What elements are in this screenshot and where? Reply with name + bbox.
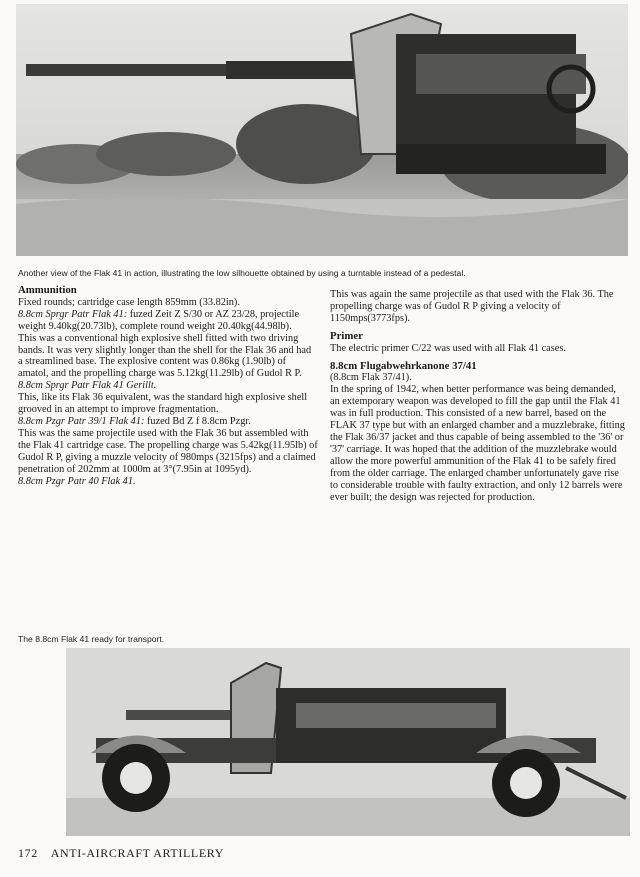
photo-flak41-transport — [66, 648, 630, 836]
running-title: ANTI-AIRCRAFT ARTILLERY — [50, 846, 224, 860]
heading-ammunition: Ammunition — [18, 284, 77, 296]
paragraph-pzgr-patr: 8.8cm Pzgr Patr 39/1 Flak 41: fuzed Bd Z f 8.8cm Pzgr. — [18, 415, 251, 427]
paragraph-ap-projectile: This was the same projectile used with the Flak 36 but assembled with the Flak 41 cartridge case. The propelling charge was 5.42kg(11.95lb) of Gudol R P, giving a muzzle velocity of 980mps (3215fps) and a claimed penetration of 202mm at 1000m at 3°(7.95in at 1095yd). — [18, 427, 318, 475]
photo-caption-top: Another view of the Flak 41 in action, illustrating the low silhouette obtained by using a turntable instead of a pedestal. — [18, 267, 466, 278]
paragraph-fixed-rounds: Fixed rounds; cartridge case length 859mm (33.82in). — [18, 296, 240, 308]
page-footer — [18, 846, 224, 861]
heading-primer: Primer — [330, 329, 363, 342]
text-column-left — [18, 285, 318, 487]
round-designation: 8.8cm Sprgr Patr Flak 41: — [18, 308, 128, 320]
paragraph-sprgr-patr: 8.8cm Sprgr Patr Flak 41: fuzed Zeit Z S/30 or AZ 23/28, projectile weight 9.40kg(20.73lb), complete round weight 20.40kg(44.98lb). — [18, 308, 300, 332]
paragraph-he-shell: This was a conventional high explosive shell fitted with two driving bands. It was very slightly longer than the shell for the Flak 36 and had a streamlined base. The explosive content was 0.86kg (1.90lb) of amatol, and the propelling charge was 5.12kg(11.29lb) of Gudol R P. — [18, 332, 312, 380]
round-designation-pzgr: 8.8cm Pzgr Patr 39/1 Flak 41: — [18, 415, 145, 427]
text-column-right — [330, 289, 628, 503]
paragraph-pzgr40-detail: This was again the same projectile as that used with the Flak 36. The propelling charge was of Gudol R P giving a velocity of 1150mps(3773fps). — [330, 289, 614, 324]
paragraph-grooved-shell: This, like its Flak 36 equivalent, was the standard high explosive shell grooved in an attempt to improve fragmentation. — [18, 392, 308, 416]
round-designation-gerillt: 8.8cm Sprgr Patr Flak 41 Gerillt. — [18, 380, 157, 392]
page-number: 172 — [18, 846, 38, 860]
heading-flak-37-41: 8.8cm Flugabwehrkanone 37/41 — [330, 359, 477, 372]
photo-flak41-in-action — [16, 4, 628, 256]
paragraph-flak-37-41: In the spring of 1942, when better performance was being demanded, an extemporary weapon was developed to fill the gap until the Flak 41 was in full production. This consisted of a new barrel, based on the FLAK 37 type but with an enlarged chamber and a muzzlebrake, fitting the Flak 36/37 jacket and thus capable of being assembled to the '36' or '37' carriage. It was hoped that the addition of the muzzlebrake would allow the more powerful ammunition of the Flak 41 to be safely fired from the older carriage. The enlarged chamber unfortunately gave rise to considerable trouble with faulty extraction, and only 12 barrels were ever built; the design was rejected for production. — [330, 384, 625, 503]
subheading-flak-37-41: (8.8cm Flak 37/41). — [330, 372, 412, 384]
photo-caption-bottom: The 8.8cm Flak 41 ready for transport. — [18, 633, 165, 644]
round-designation-pzgr40: 8.8cm Pzgr Patr 40 Flak 41. — [18, 475, 136, 487]
paragraph-primer: The electric primer C/22 was used with all Flak 41 cases. — [330, 342, 566, 354]
